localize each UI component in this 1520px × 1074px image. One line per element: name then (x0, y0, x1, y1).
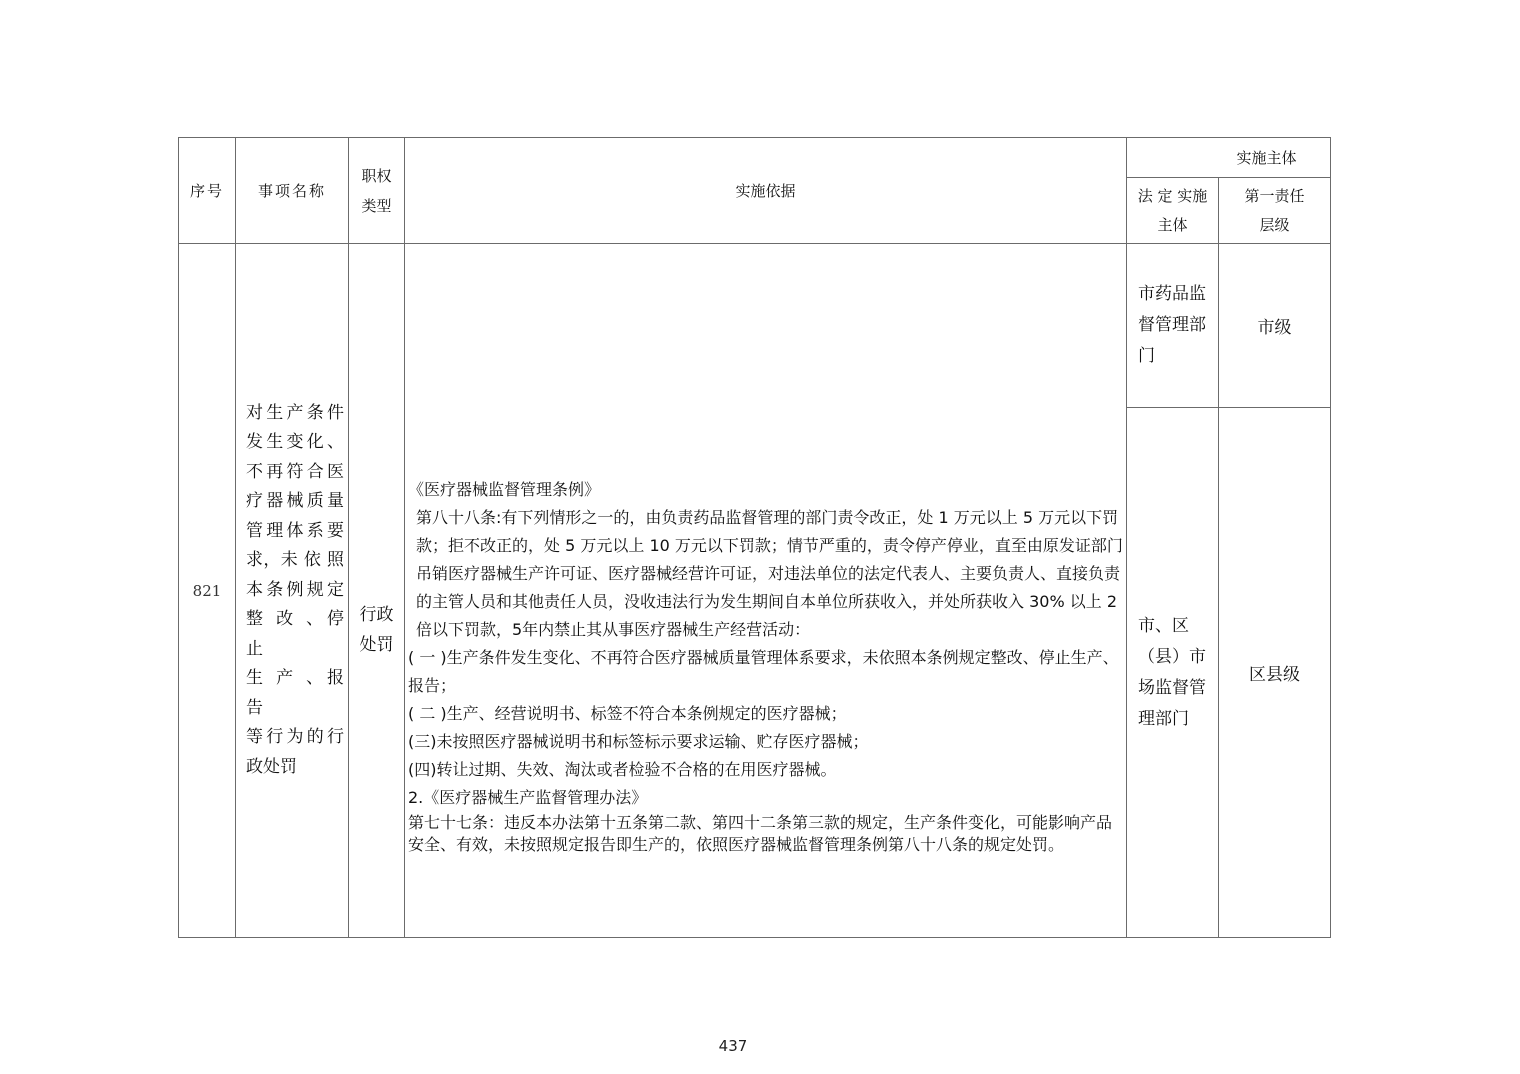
basis-item-3: (三)未按照医疗器械说明书和标签标示要求运输、贮存医疗器械； (408, 731, 869, 751)
basis-item-4: (四)转让过期、失效、淘汰或者检验不合格的在用医疗器械。 (408, 759, 837, 779)
header-subject-group-label: 实施主体 (1236, 149, 1297, 167)
item-name-line: 等行为的行 (246, 727, 344, 748)
item-name-line: 不再符合医 (246, 461, 344, 482)
authority-type-line: 行政 (359, 604, 394, 625)
item-name-line: 政处罚 (246, 756, 297, 777)
page-number: 437 (718, 1037, 748, 1055)
row-serial: 821 (179, 244, 236, 938)
header-basis: 实施依据 (405, 138, 1127, 244)
header-legal-subject: 法 定 实施主体 (1127, 178, 1219, 244)
header-item-name: 事项名称 (236, 138, 349, 244)
enforcement-items-table (178, 137, 1331, 938)
item-name-line: 求，未 依 照 (246, 550, 344, 571)
item-name-line: 对生产条件 (246, 402, 344, 423)
item-name-line: 本条例规定 (246, 579, 344, 600)
row-legal-subject-district: 市、区（县）市场监督管理部门 (1127, 408, 1219, 938)
row-basis (405, 244, 1127, 938)
basis-law1-article: 第八十八条:有下列情形之一的，由负责药品监督管理的部门责令改正，处 1 万元以上 5 万元以下罚款；拒不改正的，处 5 万元以上 10 万元以下罚款；情节严重的，责令停产停业，直至由原发证部门吊销医疗器械生产许可证、医疗器械经营许可证，对违法单位的法定代表人、主要负责人、直接负责的主管人员和其他责任人员，没收违法行为发生期间自本单位所获收入，并处所获收入 30% 以上 2倍以下罚款，5年内禁止其从事医疗器械生产经营活动： (416, 507, 1123, 639)
basis-law2-title: 2.《医疗器械生产监督管理办法》 (408, 787, 648, 807)
item-name-line: 生 产 、报 告 (246, 668, 344, 718)
basis-law1-title: 《医疗器械监督管理条例》 (408, 479, 601, 499)
item-name-line: 发生变化、 (246, 432, 344, 453)
basis-item-2: ( 二 )生产、经营说明书、标签不符合本条例规定的医疗器械； (408, 703, 847, 723)
item-name-line: 管理体系要 (246, 520, 344, 541)
header-serial: 序号 (179, 138, 236, 244)
row-legal-subject-city: 市药品监督管理部门 (1127, 244, 1219, 408)
item-name-line: 整 改 、停 止 (246, 609, 344, 659)
header-subject-group (1127, 138, 1331, 178)
item-name-line: 疗器械质量 (246, 491, 344, 512)
row-authority-type (349, 244, 405, 938)
row-item-name (236, 244, 349, 938)
header-authority-type: 职权类型 (349, 138, 405, 244)
authority-type-line: 处罚 (359, 634, 394, 655)
basis-item-1: ( 一 )生产条件发生变化、不再符合医疗器械质量管理体系要求，未依照本条例规定整改、停止生产、报告； (408, 647, 1119, 695)
basis-law2-article: 第七十七条：违反本办法第十五条第二款、第四十二条第三款的规定，生产条件变化，可能影响产品安全、有效，未按照规定报告即生产的，依照医疗器械监督管理条例第八十八条的规定处罚。 (408, 812, 1113, 854)
row-level-city: 市级 (1219, 244, 1331, 408)
row-level-district: 区县级 (1219, 408, 1331, 938)
header-first-level: 第一责任层级 (1219, 178, 1331, 244)
